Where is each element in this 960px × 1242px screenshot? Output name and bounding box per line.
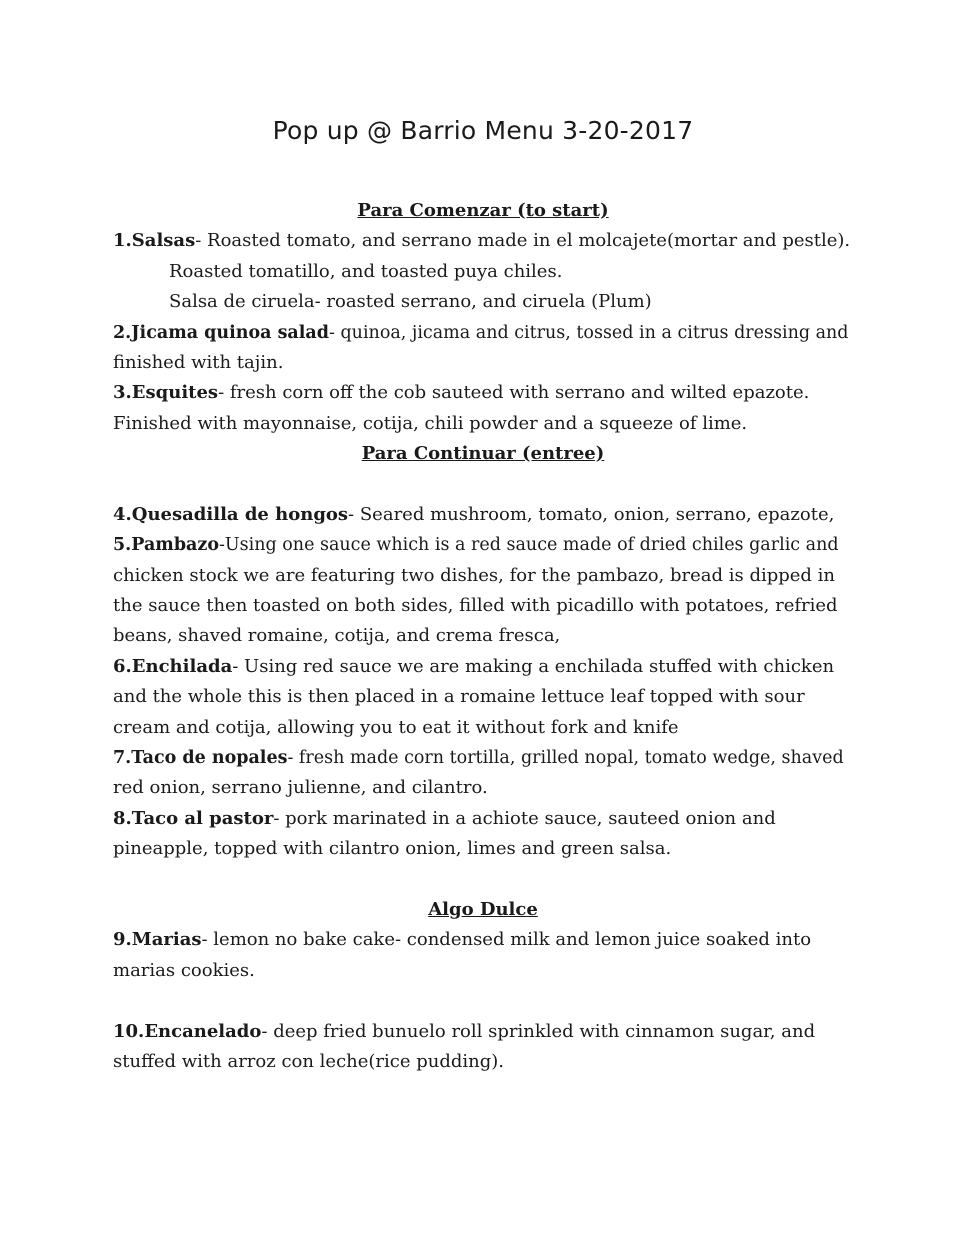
item-description: - pork marinated in a achiote sauce, sauteed onion and <box>273 807 776 829</box>
spacer <box>113 865 853 895</box>
menu-item-enchilada <box>113 652 853 682</box>
menu-item-pambazo <box>113 530 853 560</box>
menu-item-salsas <box>113 226 853 256</box>
item-name: 6.Enchilada <box>113 655 233 677</box>
item-description-line: the sauce then toasted on both sides, filled with picadillo with potatoes, refried <box>113 595 838 617</box>
item-description-line: red onion, serrano julienne, and cilantro. <box>113 777 488 799</box>
item-description-line: beans, shaved romaine, cotija, and crema fresca, <box>113 625 561 647</box>
section-heading-dessert: Algo Dulce <box>428 898 538 920</box>
item-description: - Roasted tomato, and serrano made in el molcajete(mortar and pestle). <box>195 230 851 252</box>
item-name: 10.Encanelado <box>113 1020 262 1042</box>
item-description-line: finished with tajin. <box>113 351 284 373</box>
item-description-line: chicken stock we are featuring two dishes, for the pambazo, bread is dipped in <box>113 564 836 586</box>
menu-item-marias <box>113 925 853 955</box>
item-description: - Seared mushroom, tomato, onion, serrano, epazote, <box>348 503 835 525</box>
item-description: - lemon no bake cake- condensed milk and lemon juice soaked into <box>201 929 812 951</box>
item-name: 9.Marias <box>113 929 202 951</box>
item-name: 8.Taco al pastor <box>113 807 274 829</box>
item-description: - Using red sauce we are making a enchilada stuffed with chicken <box>232 655 835 677</box>
spacer <box>113 986 853 1016</box>
section-heading-start: Para Comenzar (to start) <box>357 200 609 221</box>
item-description-line: stuffed with arroz con leche(rice pudding). <box>113 1050 505 1072</box>
item-name: 7.Taco de nopales <box>113 748 288 769</box>
section-heading-entree: Para Continuar (entree) <box>361 443 605 465</box>
item-name: 1.Salsas <box>113 230 196 252</box>
item-name: 3.Esquites <box>113 382 219 404</box>
item-name: 5.Pambazo <box>113 535 219 556</box>
item-description: -Using one sauce which is a red sauce made of dried chiles garlic and <box>219 535 839 556</box>
menu-page <box>113 110 853 1077</box>
item-description-line: marias cookies. <box>113 959 255 981</box>
menu-item-encanelado <box>113 1017 853 1047</box>
menu-item-jicama-salad <box>113 318 853 348</box>
item-name: 2.Jicama quinoa salad <box>113 322 329 343</box>
item-description-line: Salsa de ciruela- roasted serrano, and ciruela (Plum) <box>169 291 652 313</box>
item-description-line: pineapple, topped with cilantro onion, limes and green salsa. <box>113 838 672 860</box>
item-description: - fresh made corn tortilla, grilled nopal, tomato wedge, shaved <box>287 748 844 769</box>
item-description-line: Roasted tomatillo, and toasted puya chiles. <box>169 260 563 282</box>
item-description: - deep fried bunuelo roll sprinkled with cinnamon sugar, and <box>261 1020 816 1042</box>
page-title: Pop up @ Barrio Menu 3-20-2017 <box>272 116 694 145</box>
item-description: - quinoa, jicama and citrus, tossed in a citrus dressing and <box>329 322 849 343</box>
item-description-line: cream and cotija, allowing you to eat it without fork and knife <box>113 716 679 738</box>
menu-item-taco-de-nopales <box>113 743 853 773</box>
menu-item-taco-al-pastor <box>113 804 853 834</box>
item-description: - fresh corn off the cob sauteed with serrano and wilted epazote. <box>218 382 810 404</box>
menu-item-quesadilla <box>113 500 853 530</box>
menu-item-esquites <box>113 378 853 408</box>
item-description-line: Finished with mayonnaise, cotija, chili powder and a squeeze of lime. <box>113 412 748 434</box>
item-description-line: and the whole this is then placed in a romaine lettuce leaf topped with sour <box>113 686 805 708</box>
item-name: 4.Quesadilla de hongos <box>113 503 349 525</box>
spacer <box>113 470 853 500</box>
